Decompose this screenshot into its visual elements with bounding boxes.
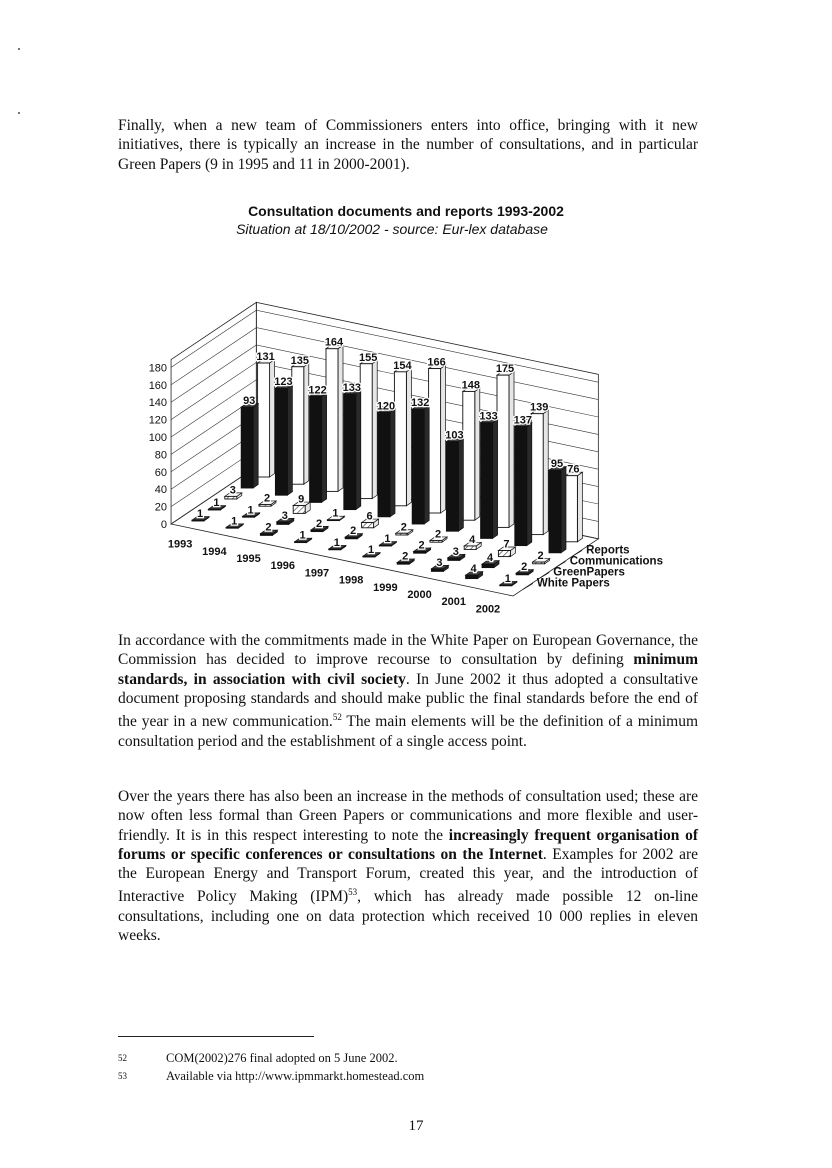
- data-label: 2: [350, 525, 357, 538]
- data-label: 1: [247, 504, 254, 517]
- y-tick-label: 160: [148, 379, 168, 392]
- data-label: 164: [324, 336, 344, 349]
- bar: [448, 558, 460, 561]
- data-label: 1: [367, 544, 375, 557]
- data-label: 2: [315, 517, 323, 530]
- bar-side: [493, 419, 498, 538]
- bar-side: [338, 345, 343, 491]
- paragraph-3-bold: increasingly frequent organisation of forums or specific conferences or consultations on the Internet: [118, 826, 699, 863]
- data-label: 1: [333, 536, 340, 549]
- bar: [241, 407, 253, 488]
- bar: [329, 549, 341, 550]
- x-tick-label: 2000: [407, 589, 432, 601]
- bar-side: [527, 423, 532, 546]
- data-label: 1: [231, 515, 238, 528]
- paragraph-2-text-1: In accordance with the commitments made in the White Paper on European Governance, the Commission has decided to improve recourse to consultation by defining: [118, 632, 698, 669]
- gridline: [171, 310, 598, 382]
- paragraph-3-text-1: Over the years there has also been an increase in the methods of consultation used; these are now often less formal than Green Papers or communications and more flexible and user-friendly. It is in this respect interesting to note the: [118, 788, 698, 844]
- data-label: 95: [550, 458, 564, 471]
- data-label: 2: [265, 521, 272, 534]
- bar: [226, 527, 238, 528]
- data-label: 1: [504, 572, 511, 585]
- data-label: 2: [400, 521, 407, 534]
- bar: [463, 391, 475, 520]
- footnote-number: 53: [118, 1071, 127, 1081]
- x-tick-label: 1997: [304, 567, 330, 580]
- footnote-number: 52: [118, 1053, 127, 1063]
- bar: [327, 520, 339, 521]
- bar: [464, 546, 476, 549]
- bar: [414, 551, 426, 553]
- bar: [293, 506, 305, 514]
- bar: [516, 573, 528, 575]
- bar: [397, 562, 409, 564]
- bar: [482, 564, 494, 567]
- bar: [362, 523, 374, 528]
- x-tick-label: 1996: [270, 560, 296, 573]
- data-label: 3: [436, 556, 443, 569]
- data-label: 132: [411, 397, 430, 410]
- y-tick-label: 140: [148, 397, 168, 410]
- bar: [260, 534, 272, 536]
- x-tick-label: 1993: [167, 538, 193, 551]
- bar: [412, 409, 424, 524]
- bar: [379, 545, 391, 546]
- bar-side: [253, 404, 258, 488]
- bar-side: [356, 390, 361, 509]
- data-label: 155: [359, 351, 378, 364]
- bar: [311, 530, 323, 532]
- footnote-ref-53[interactable]: 53: [348, 887, 358, 898]
- chart-subtitle: Situation at 18/10/2002 - source: Eur-lex database: [236, 221, 548, 237]
- footnote-text: Available via http://www.ipmmarkt.homestead.com: [166, 1069, 425, 1083]
- footnote-52: [118, 1050, 398, 1066]
- bar: [429, 369, 441, 513]
- data-label: 6: [366, 510, 373, 523]
- data-label: 122: [308, 384, 327, 397]
- data-label: 3: [452, 545, 459, 558]
- bar: [258, 363, 270, 477]
- bar-side: [390, 409, 395, 517]
- footnote-divider: [118, 1036, 314, 1037]
- bar: [396, 533, 408, 535]
- legend-label: White Papers: [536, 577, 610, 590]
- bar-side: [304, 363, 309, 484]
- bar: [259, 504, 271, 506]
- bar: [500, 585, 512, 586]
- data-label: 1: [213, 497, 220, 510]
- bar-side: [287, 385, 292, 496]
- legend-label: GreenPapers: [553, 566, 625, 579]
- bar-side: [424, 406, 429, 524]
- bar: [533, 562, 545, 564]
- paragraph-2: [118, 631, 698, 751]
- bar: [292, 367, 304, 484]
- data-label: 133: [479, 410, 498, 423]
- bar: [446, 442, 458, 532]
- data-label: 2: [263, 492, 271, 505]
- bar-side: [322, 393, 327, 503]
- paragraph-3-text-2: . Examples for 2002 are the European Energy and Transport Forum, created this year, and the introduction of Interactive Policy Making (IPM): [118, 845, 698, 906]
- data-label: 9: [298, 493, 305, 506]
- paragraph-2-text-2: . In June 2002 it thus adopted a consultative document proposing standards and should make public the final standards before the end of the year in a new communication.: [118, 670, 698, 731]
- data-label: 4: [486, 552, 494, 565]
- data-label: 139: [530, 401, 549, 414]
- data-label: 3: [281, 509, 288, 522]
- legend-label: Communications: [569, 555, 663, 568]
- bar: [243, 516, 255, 517]
- scan-speck: [18, 112, 20, 114]
- bar-side: [372, 360, 377, 498]
- x-tick-label: 2001: [441, 596, 467, 609]
- bar: [344, 394, 356, 510]
- data-label: 123: [274, 376, 293, 389]
- paragraph-3-text-3: , which has already made possible 12 on-line consultations, including one on data protection which received 10 000 replies in eleven weeks.: [118, 888, 698, 945]
- scan-speck: [18, 48, 20, 50]
- x-tick-label: 1999: [373, 581, 398, 594]
- y-tick-label: 20: [154, 501, 168, 514]
- bar: [208, 509, 220, 510]
- bar: [497, 375, 509, 527]
- bar-side: [561, 467, 566, 553]
- data-label: 2: [521, 561, 528, 574]
- bar: [515, 426, 527, 545]
- data-label: 3: [229, 484, 236, 497]
- y-tick-label: 0: [160, 519, 168, 531]
- bar-side: [406, 368, 411, 505]
- bar: [430, 540, 442, 542]
- data-label: 148: [461, 379, 480, 392]
- bar-side: [458, 438, 463, 531]
- x-tick-label: 2002: [475, 603, 501, 616]
- bar: [565, 476, 577, 542]
- bar: [363, 556, 375, 557]
- data-label: 1: [299, 529, 306, 542]
- consultation-chart: [140, 240, 700, 620]
- bar: [549, 470, 561, 553]
- data-label: 76: [567, 463, 580, 476]
- bar: [277, 522, 289, 525]
- data-label: 131: [256, 351, 275, 364]
- bar: [275, 388, 287, 495]
- data-label: 154: [393, 359, 412, 372]
- bar-side: [475, 388, 480, 520]
- data-label: 4: [469, 533, 476, 546]
- footnote-ref-52[interactable]: 52: [332, 712, 342, 723]
- data-label: 2: [418, 539, 425, 552]
- data-label: 166: [427, 356, 446, 369]
- data-label: 2: [402, 550, 409, 563]
- bar: [295, 542, 307, 543]
- bar: [481, 423, 493, 539]
- data-label: 93: [243, 395, 256, 408]
- bar: [326, 349, 338, 492]
- bar: [498, 551, 510, 557]
- data-label: 120: [376, 400, 396, 413]
- x-tick-label: 1998: [338, 574, 364, 587]
- data-label: 133: [342, 381, 361, 394]
- y-tick-label: 40: [154, 484, 168, 497]
- data-label: 135: [290, 354, 309, 367]
- data-label: 4: [470, 563, 477, 576]
- data-label: 7: [503, 538, 510, 551]
- footnote-text: COM(2002)276 final adopted on 5 June 2002.: [166, 1051, 398, 1065]
- chart-title: Consultation documents and reports 1993-2002: [248, 203, 564, 219]
- data-label: 1: [196, 508, 204, 521]
- bar: [310, 396, 322, 502]
- gridline: [171, 328, 598, 400]
- bar: [192, 520, 204, 521]
- data-label: 137: [513, 414, 532, 427]
- x-tick-label: 1994: [202, 545, 227, 558]
- bar-side: [509, 372, 514, 528]
- legend-label: Reports: [586, 544, 630, 557]
- x-tick-label: 1995: [236, 553, 261, 565]
- data-label: 1: [384, 533, 391, 546]
- bar: [466, 575, 478, 578]
- bar: [531, 414, 543, 535]
- bar-side: [543, 410, 548, 534]
- page-number: 17: [408, 1118, 424, 1134]
- bar: [431, 569, 443, 572]
- bar: [378, 412, 390, 516]
- y-tick-label: 60: [154, 466, 168, 479]
- data-label: 175: [495, 363, 515, 376]
- data-label: 103: [445, 429, 464, 442]
- bar-side: [577, 472, 582, 542]
- data-label: 2: [434, 528, 442, 541]
- paragraph-3: [118, 787, 698, 946]
- y-tick-label: 80: [154, 449, 168, 462]
- paragraph-2-text-3: The main elements will be the definition of a minimum consultation period and the establishment of a single access point.: [118, 713, 699, 750]
- data-label: 2: [537, 550, 544, 563]
- bar: [360, 364, 372, 499]
- paragraph-1: Finally, when a new team of Commissioners enters into office, bringing with it new initiatives, there is typically an increase in the number of consultations, and in particular Green Papers (9 in 1995 and 11 in 2000-2001).: [118, 117, 698, 173]
- bar: [225, 496, 237, 499]
- bar: [394, 372, 406, 506]
- footnote-53: [118, 1068, 424, 1084]
- data-label: 1: [332, 507, 339, 520]
- paragraph-2-bold: minimum standards, in association with civil society: [118, 651, 698, 688]
- y-tick-label: 120: [148, 414, 168, 427]
- y-tick-label: 100: [148, 432, 168, 444]
- bar: [345, 537, 357, 539]
- y-tick-label: 180: [148, 362, 168, 375]
